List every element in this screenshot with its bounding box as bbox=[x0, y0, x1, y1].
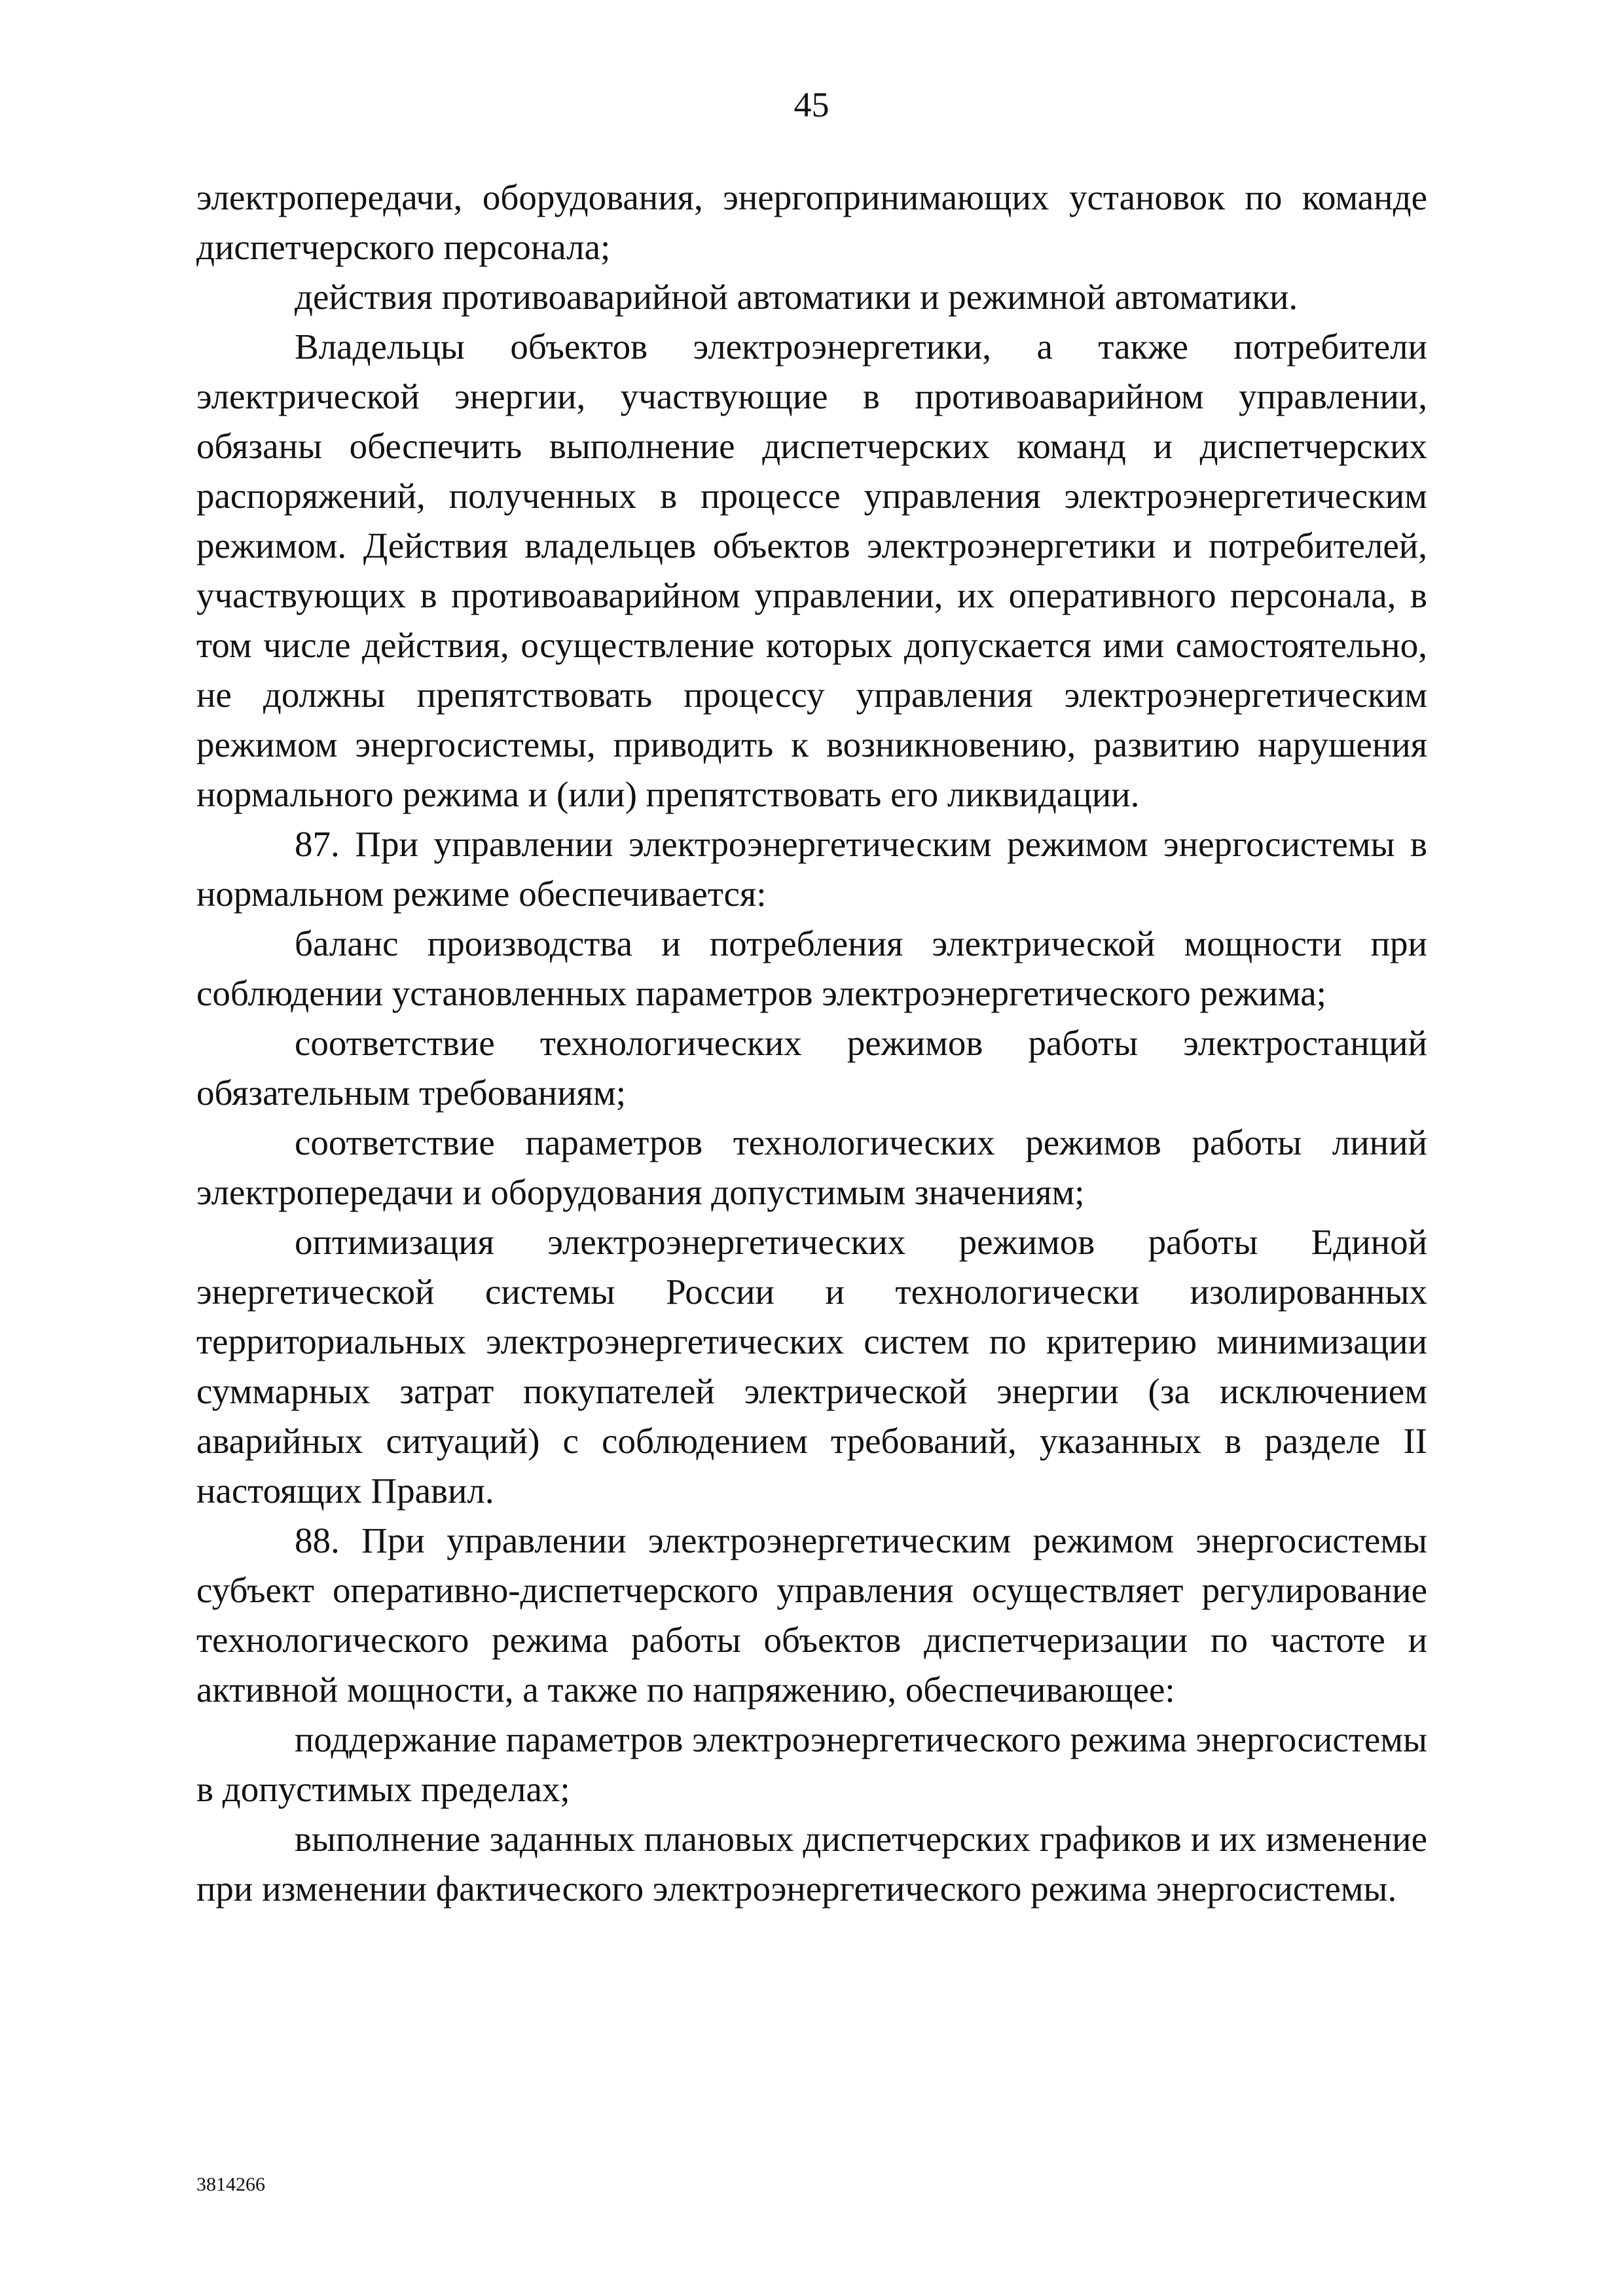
paragraph-clause-87: 87. При управлении электроэнергетическим режимом энергосистемы в нормальном режиме обеспечивается: bbox=[196, 824, 1427, 914]
paragraph: поддержание параметров электроэнергетического режима энергосистемы в допустимых пределах; bbox=[196, 1719, 1427, 1809]
paragraph: баланс производства и потребления электрической мощности при соблюдении установленных параметров электроэнергетического режима; bbox=[196, 924, 1427, 1013]
paragraph: выполнение заданных плановых диспетчерских графиков и их изменение при изменении фактического электроэнергетического режима энергосистемы. bbox=[196, 1819, 1427, 1909]
document-code: 3814266 bbox=[196, 2174, 265, 2195]
document-body bbox=[196, 173, 1427, 1914]
paragraph: соответствие параметров технологических режимов работы линий электропередачи и оборудования допустимым значениям; bbox=[196, 1122, 1427, 1212]
paragraph-clause-88: 88. При управлении электроэнергетическим режимом энергосистемы субъект оперативно-диспетчерского управления осуществляет регулирование технологического режима работы объектов диспетчеризации по частоте и активной мощности, а также по напряжению, обеспечивающее: bbox=[196, 1520, 1427, 1710]
paragraph: Владельцы объектов электроэнергетики, а также потребители электрической энергии, участвующие в противоаварийном управлении, обязаны обеспечить выполнение диспетчерских команд и диспетчерских распоряжений, полученных в процессе управления электроэнергетическим режимом. Действия владельцев объектов электроэнергетики и потребителей, участвующих в противоаварийном управлении, их оперативного персонала, в том числе действия, осуществление которых допускается ими самостоятельно, не должны препятствовать процессу управления электроэнергетическим режимом энергосистемы, приводить к возникновению, развитию нарушения нормального режима и (или) препятствовать его ликвидации. bbox=[196, 327, 1427, 814]
paragraph-continuation: электропередачи, оборудования, энергопринимающих установок по команде диспетчерского персонала; bbox=[196, 177, 1427, 267]
page-number: 45 bbox=[793, 85, 830, 124]
paragraph: соответствие технологических режимов работы электростанций обязательным требованиям; bbox=[196, 1023, 1427, 1113]
paragraph: оптимизация электроэнергетических режимов работы Единой энергетической системы России и технологически изолированных территориальных электроэнергетических систем по критерию минимизации суммарных затрат покупателей электрической энергии (за исключением аварийных ситуаций) с соблюдением требований, указанных в разделе II настоящих Правил. bbox=[196, 1222, 1427, 1511]
paragraph: действия противоаварийной автоматики и режимной автоматики. bbox=[295, 277, 1298, 317]
